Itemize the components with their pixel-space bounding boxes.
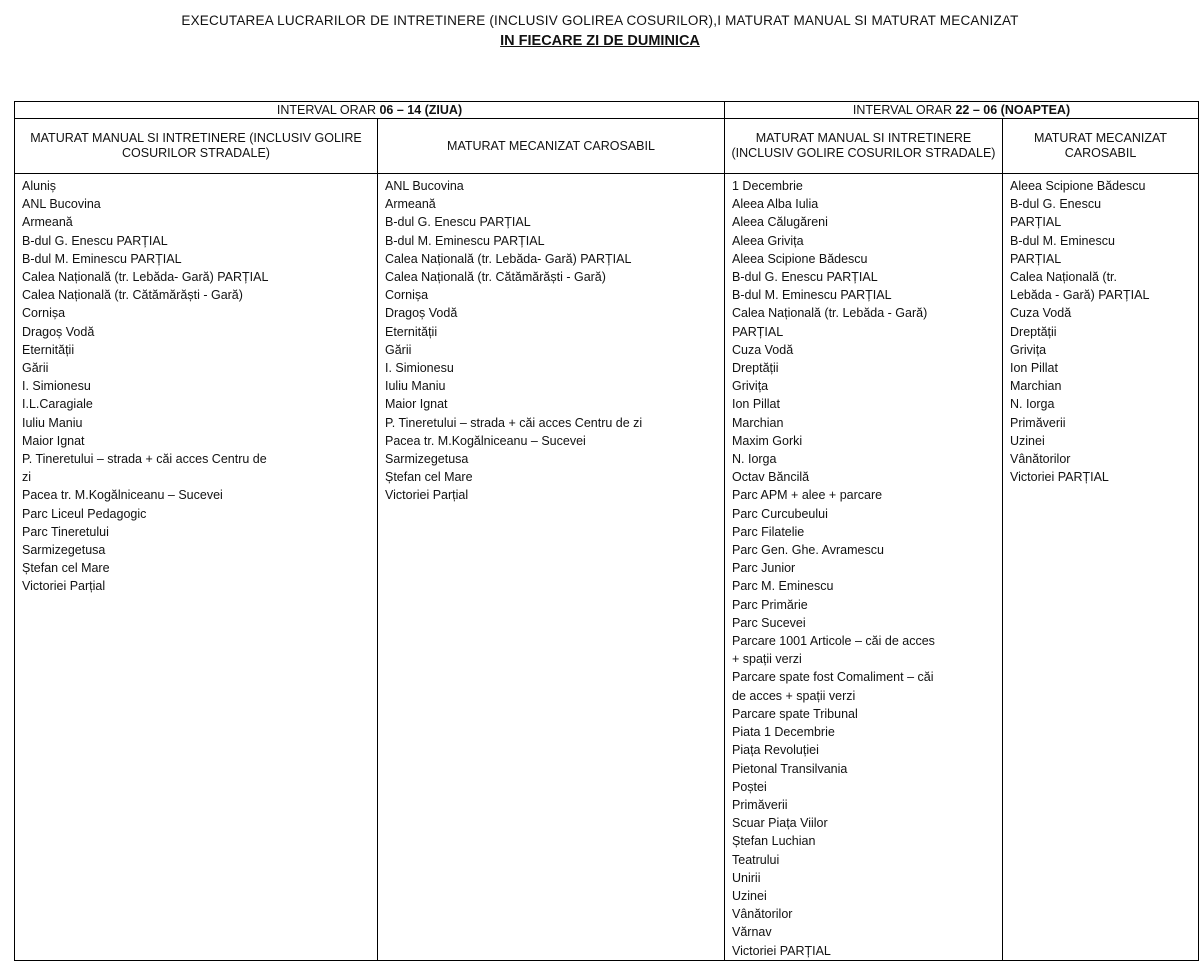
street-item: Sarmizegetusa (385, 452, 469, 467)
street-item: Vânătorilor (732, 907, 793, 922)
street-item: B-dul G. Enescu PARȚIAL (22, 233, 168, 248)
street-item: Uzinei (732, 888, 767, 903)
street-item: Eternității (385, 324, 438, 339)
street-item: Parc Sucevei (732, 615, 806, 630)
street-item: P. Tineretului – strada + căi acces Centru de (22, 452, 267, 467)
street-item: I. Simionesu (22, 379, 91, 394)
street-item: Grivița (1010, 342, 1047, 357)
street-item: PARȚIAL (732, 324, 784, 339)
street-item: Pacea tr. M.Kogălniceanu – Sucevei (22, 488, 223, 503)
interval-night-hours: 22 – 06 (NOAPTEA) (955, 103, 1071, 117)
street-item: Ștefan cel Mare (22, 561, 110, 576)
street-item: Piața Revoluției (732, 743, 819, 758)
street-item: Cornișa (385, 288, 429, 303)
street-item: Cuza Vodă (732, 342, 794, 357)
street-item: Dragoș Vodă (385, 306, 458, 321)
street-item: Victoriei PARȚIAL (732, 943, 831, 958)
street-item: Parc Liceul Pedagogic (22, 506, 147, 521)
street-item: Sarmizegetusa (22, 543, 106, 558)
street-item: Parc Primărie (732, 597, 808, 612)
street-item: Iuliu Maniu (385, 379, 446, 394)
document-subtitle: IN FIECARE ZI DE DUMINICA (500, 33, 700, 49)
street-item: + spații verzi (732, 652, 802, 667)
street-item: Calea Națională (tr. (1010, 270, 1118, 285)
street-item: Parcare spate fost Comaliment – căi (732, 670, 934, 685)
street-item: B-dul M. Eminescu (1010, 233, 1115, 248)
interval-day-prefix: INTERVAL ORAR (276, 103, 380, 117)
street-item: Aleea Călugăreni (732, 215, 828, 230)
street-list-row (15, 174, 1199, 961)
street-item: Uzinei (1010, 433, 1045, 448)
column-header-day-mechanized: MATURAT MECANIZAT CAROSABIL (378, 119, 725, 174)
column-day-mechanized (378, 174, 725, 961)
street-item: Lebăda - Gară) PARȚIAL (1010, 288, 1150, 303)
schedule-table (14, 101, 1199, 961)
street-item: Grivița (732, 379, 769, 394)
street-item: Dragoș Vodă (22, 324, 95, 339)
street-item: Ion Pillat (1010, 361, 1058, 376)
street-item: Piata 1 Decembrie (732, 725, 835, 740)
street-item: Maior Ignat (385, 397, 448, 412)
street-item: Parc Tineretului (22, 524, 109, 539)
street-item: Aleea Alba Iulia (732, 197, 819, 212)
street-item: Vărnav (732, 925, 772, 940)
street-item: de acces + spații verzi (732, 688, 856, 703)
street-item: Cuza Vodă (1010, 306, 1072, 321)
column-night-mechanized (1003, 174, 1199, 961)
street-item: Ion Pillat (732, 397, 780, 412)
street-item: Ștefan cel Mare (385, 470, 473, 485)
street-item: Maxim Gorki (732, 433, 803, 448)
street-item: B-dul G. Enescu (1010, 197, 1102, 212)
column-header-night-manual: MATURAT MANUAL SI INTRETINERE (INCLUSIV GOLIRE COSURILOR STRADALE) (725, 119, 1003, 174)
street-list (22, 177, 371, 596)
column-header-day-manual: MATURAT MANUAL SI INTRETINERE (INCLUSIV GOLIRE COSURILOR STRADALE) (15, 119, 378, 174)
street-item: ANL Bucovina (22, 197, 101, 212)
street-item: Primăverii (1010, 415, 1066, 430)
street-item: Calea Națională (tr. Lebăda - Gară) (732, 306, 928, 321)
street-item: Vânătorilor (1010, 452, 1071, 467)
street-item: I. Simionesu (385, 361, 454, 376)
street-item: B-dul M. Eminescu PARȚIAL (385, 233, 545, 248)
street-item: Calea Națională (tr. Cătămărăști - Gară) (22, 288, 243, 303)
street-item: P. Tineretului – strada + căi acces Centru de zi (385, 415, 643, 430)
street-item: Octav Băncilă (732, 470, 810, 485)
street-item: Marchian (732, 415, 784, 430)
street-item: Parcare 1001 Articole – căi de acces (732, 634, 935, 649)
street-item: B-dul G. Enescu PARȚIAL (732, 270, 878, 285)
street-item: Aluniș (22, 179, 57, 193)
street-item: Marchian (1010, 379, 1062, 394)
street-item: Gării (385, 342, 412, 357)
street-item: Iuliu Maniu (22, 415, 83, 430)
interval-day (15, 102, 725, 119)
street-item: Ștefan Luchian (732, 834, 816, 849)
street-item: Victoriei PARȚIAL (1010, 470, 1109, 485)
street-list (1010, 177, 1192, 486)
street-item: Aleea Scipione Bădescu (1010, 179, 1146, 193)
street-item: Maior Ignat (22, 433, 85, 448)
street-item: Calea Națională (tr. Lebăda- Gară) PARȚIAL (22, 270, 269, 285)
street-item: Victoriei Parțial (385, 488, 469, 503)
street-list (732, 177, 996, 960)
street-item: B-dul G. Enescu PARȚIAL (385, 215, 531, 230)
street-item: Aleea Scipione Bădescu (732, 251, 868, 266)
street-item: Pietonal Transilvania (732, 761, 848, 776)
column-header-night-mechanized: MATURAT MECANIZAT CAROSABIL (1003, 119, 1199, 174)
street-item: I.L.Caragiale (22, 397, 93, 412)
street-item: zi (22, 470, 32, 485)
street-item: Primăverii (732, 797, 788, 812)
interval-night-prefix: INTERVAL ORAR (852, 103, 956, 117)
interval-row (15, 102, 1199, 119)
street-item: ANL Bucovina (385, 179, 464, 193)
street-item: Pacea tr. M.Kogălniceanu – Sucevei (385, 433, 586, 448)
street-item: B-dul M. Eminescu PARȚIAL (22, 251, 182, 266)
street-item: PARȚIAL (1010, 251, 1062, 266)
column-header-row (15, 119, 1199, 174)
column-night-manual (725, 174, 1003, 961)
street-item: Aleea Grivița (732, 233, 804, 248)
street-item: Gării (22, 361, 49, 376)
street-item: Scuar Piața Viilor (732, 816, 828, 831)
street-item: Parcare spate Tribunal (732, 706, 858, 721)
street-item: Victoriei Parțial (22, 579, 106, 594)
street-item: N. Iorga (1010, 397, 1055, 412)
street-item: Unirii (732, 870, 761, 885)
street-item: Cornișa (22, 306, 66, 321)
street-item: Dreptății (1010, 324, 1057, 339)
street-item: B-dul M. Eminescu PARȚIAL (732, 288, 892, 303)
interval-night (725, 102, 1199, 119)
street-list (385, 177, 718, 505)
street-item: Parc APM + alee + parcare (732, 488, 883, 503)
street-item: PARȚIAL (1010, 215, 1062, 230)
street-item: Poștei (732, 779, 767, 794)
document-title: EXECUTAREA LUCRARILOR DE INTRETINERE (INCLUSIV GOLIREA COSURILOR),I MATURAT MANUAL SI MATURAT MECANIZAT (181, 13, 1019, 28)
street-item: Dreptății (732, 361, 779, 376)
street-item: 1 Decembrie (732, 179, 803, 193)
street-item: Teatrului (732, 852, 780, 867)
street-item: Eternității (22, 342, 75, 357)
street-item: Calea Națională (tr. Cătămărăști - Gară) (385, 270, 606, 285)
street-item: Armeană (22, 215, 73, 230)
street-item: Parc M. Eminescu (732, 579, 834, 594)
street-item: Parc Gen. Ghe. Avramescu (732, 543, 884, 558)
street-item: Parc Filatelie (732, 524, 805, 539)
column-day-manual (15, 174, 378, 961)
street-item: Parc Curcubeului (732, 506, 828, 521)
street-item: Armeană (385, 197, 436, 212)
street-item: N. Iorga (732, 452, 777, 467)
street-item: Calea Națională (tr. Lebăda- Gară) PARȚIAL (385, 251, 632, 266)
street-item: Parc Junior (732, 561, 796, 576)
interval-day-hours: 06 – 14 (ZIUA) (379, 103, 463, 117)
